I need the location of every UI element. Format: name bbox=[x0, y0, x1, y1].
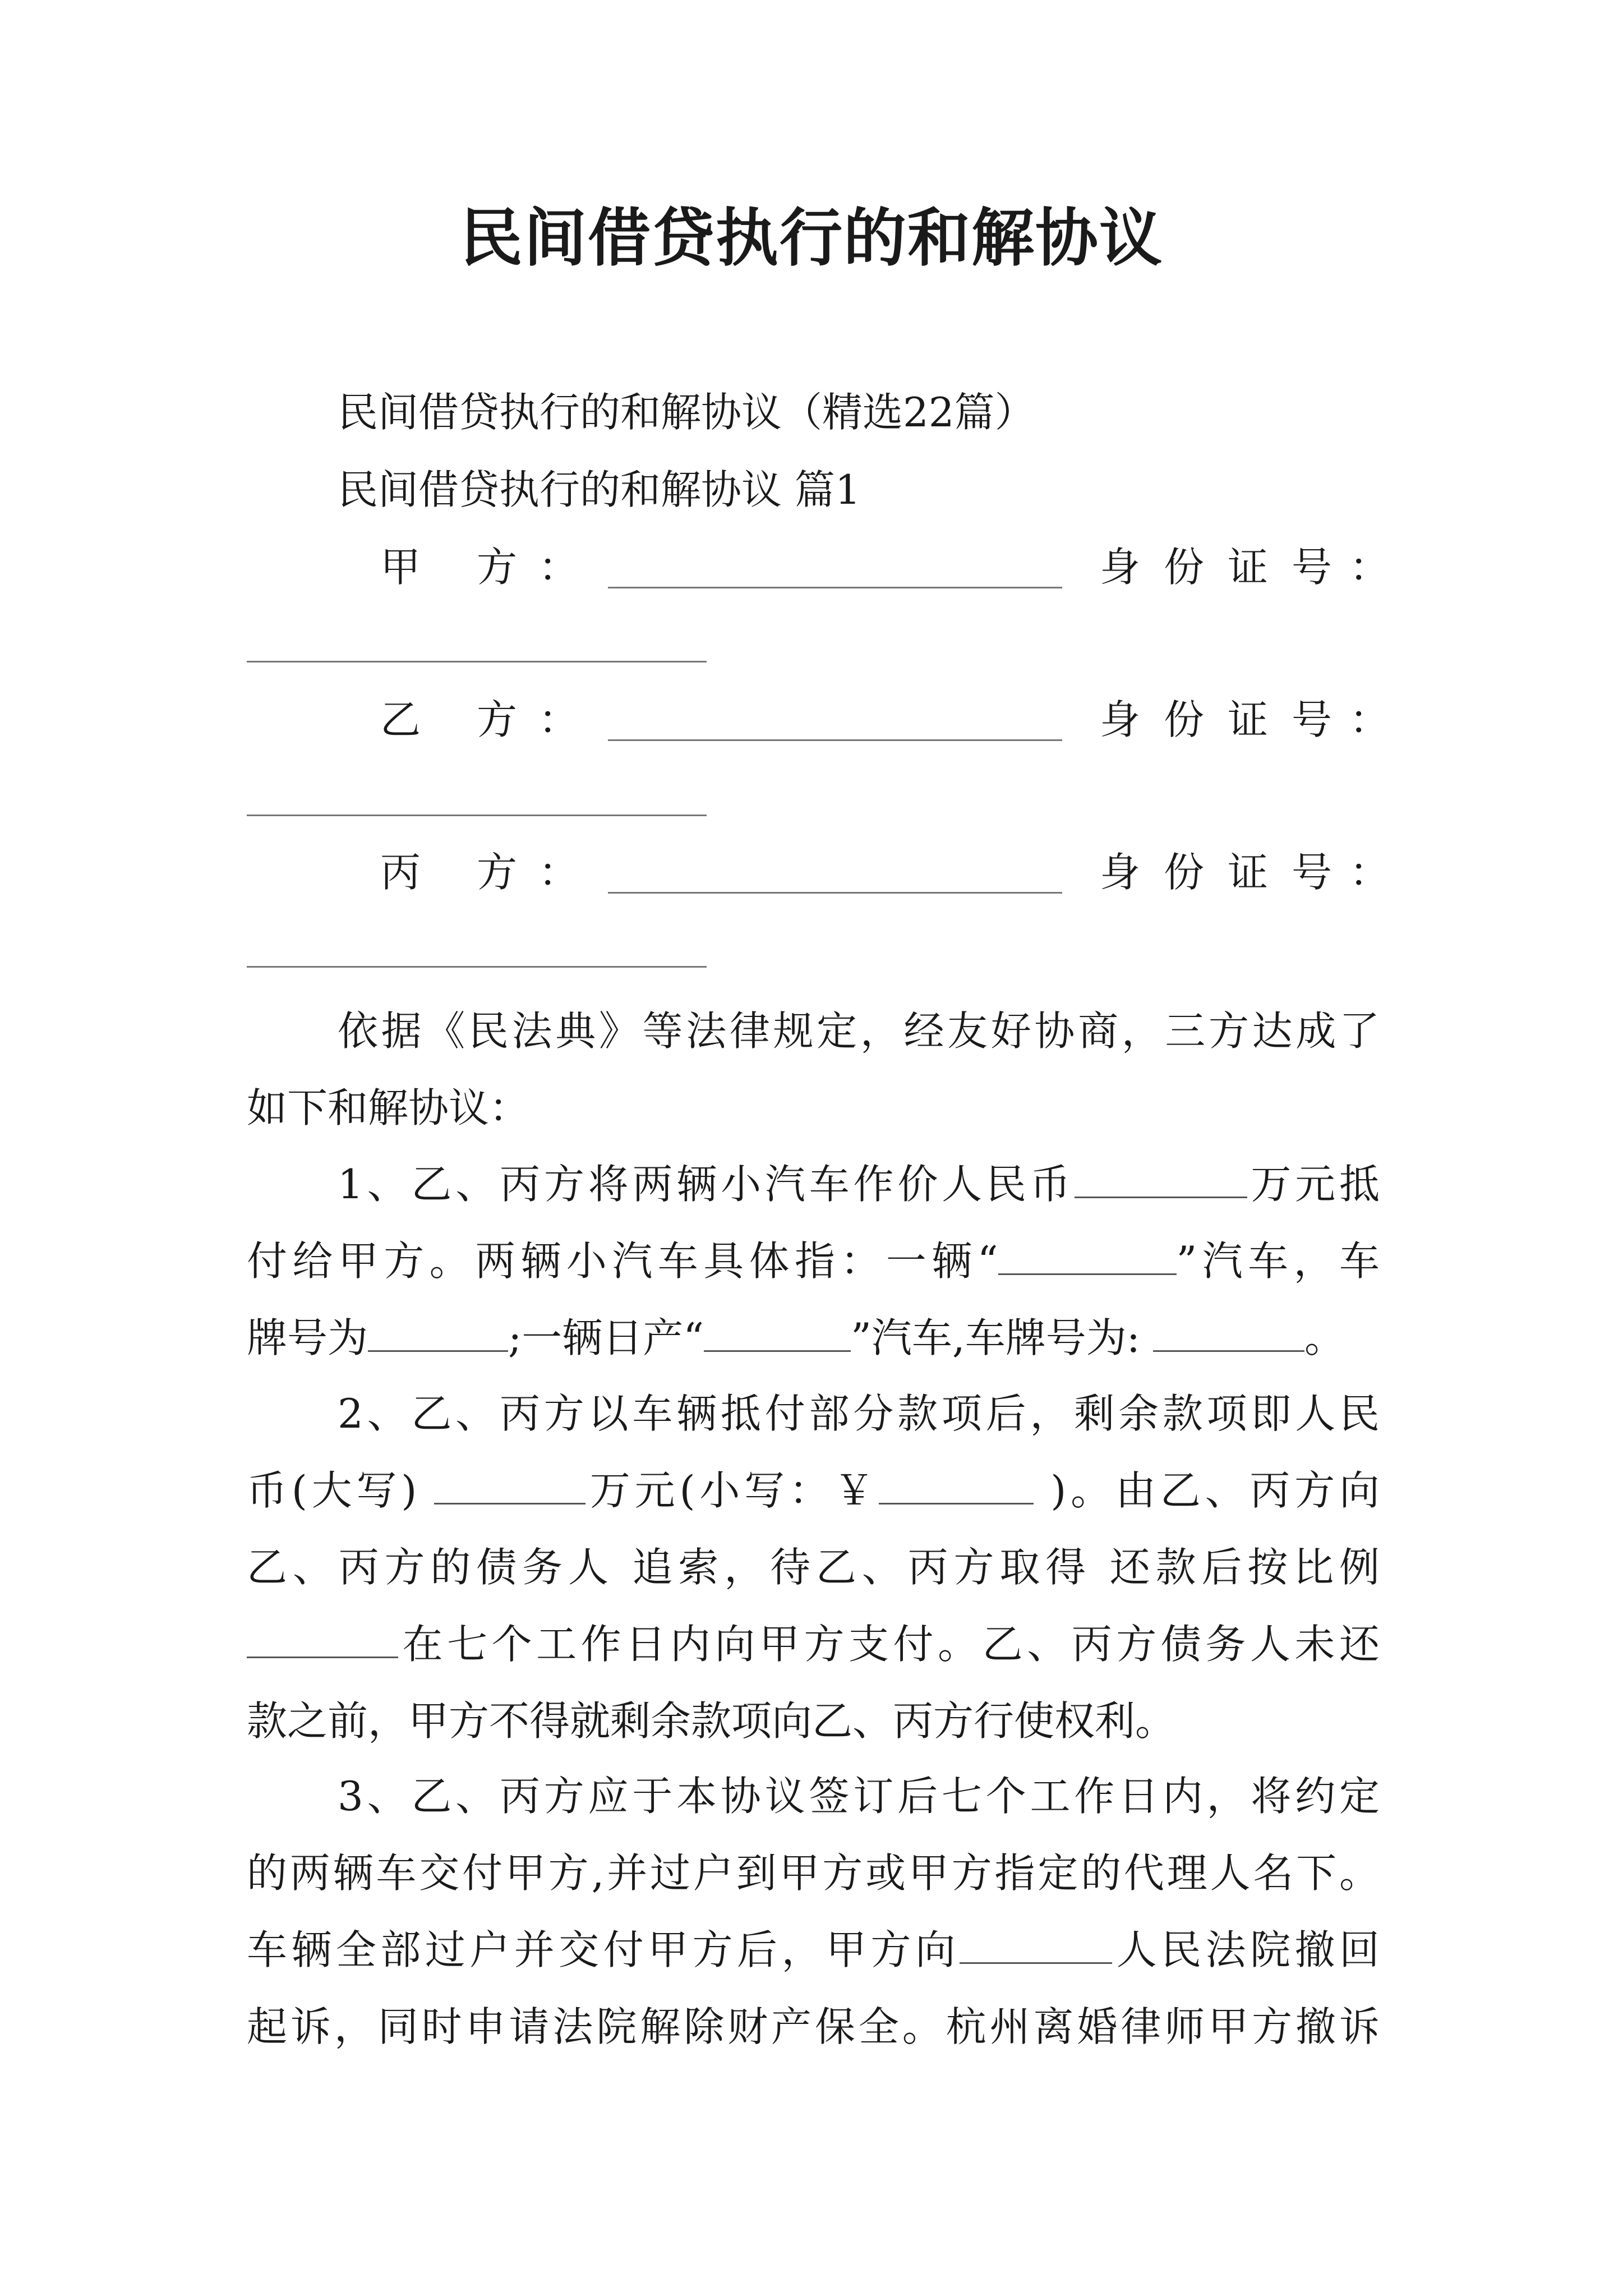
id-label-char: 号 bbox=[1291, 849, 1332, 896]
court-name-blank bbox=[960, 1923, 1112, 1964]
party-row-yi bbox=[247, 694, 1390, 745]
id-label-char: 号 bbox=[1291, 544, 1332, 591]
paragraph-line: 乙、丙方的债务人 追索，待乙、丙方取得 还款后按比例 bbox=[247, 1544, 1380, 1591]
party-row-jia bbox=[247, 542, 1390, 592]
id-label-char: 证 bbox=[1227, 696, 1268, 743]
id-label-char: 证 bbox=[1227, 849, 1268, 896]
id-label bbox=[1088, 694, 1390, 745]
clause-text: 。 bbox=[1304, 1314, 1345, 1361]
name-blank-line bbox=[608, 739, 1062, 741]
party-label bbox=[380, 542, 583, 592]
party-label-char: 方 bbox=[477, 696, 518, 743]
party-label bbox=[380, 694, 583, 745]
clause-text: 1、乙、丙方将两辆小汽车作价人民币 bbox=[338, 1161, 1075, 1208]
plate-number-blank bbox=[368, 1311, 508, 1352]
id-label-char: 身 bbox=[1099, 849, 1140, 896]
clause-text: )。由乙、丙方向 bbox=[1033, 1467, 1380, 1514]
id-label-char: 份 bbox=[1163, 696, 1204, 743]
paragraph-line: 的两辆车交付甲方,并过户到甲方或甲方指定的代理人名下。 bbox=[247, 1849, 1380, 1897]
party-label-char: 甲 bbox=[380, 544, 421, 591]
clause-text: 付给甲方。两辆小汽车具体指：一辆“ bbox=[247, 1237, 998, 1285]
id-label bbox=[1088, 542, 1390, 592]
clause-3 bbox=[247, 1758, 1380, 2065]
paragraph-line bbox=[247, 1146, 1380, 1223]
id-label-char: 份 bbox=[1163, 544, 1204, 591]
id-blank-line bbox=[247, 966, 707, 968]
id-colon: ： bbox=[1349, 544, 1390, 591]
clause-text: ”汽车，车 bbox=[1176, 1237, 1380, 1285]
party-row-bing bbox=[247, 847, 1390, 898]
id-colon: ： bbox=[1349, 849, 1390, 896]
party-label bbox=[380, 847, 583, 898]
intro-paragraph bbox=[247, 993, 1380, 1147]
id-label-char: 证 bbox=[1227, 544, 1268, 591]
clause-text: 车辆全部过户并交付甲方后，甲方向 bbox=[247, 1926, 960, 1973]
clause-text: ”汽车,车牌号为: bbox=[851, 1314, 1153, 1361]
document-title: 民间借贷执行的和解协议 bbox=[460, 201, 1163, 275]
car-model-blank bbox=[704, 1311, 851, 1352]
document-subtitle: 民间借贷执行的和解协议（精选22篇） bbox=[338, 389, 1035, 436]
clause-text: ;一辆日产“ bbox=[508, 1314, 704, 1361]
name-blank-line bbox=[608, 587, 1062, 588]
paragraph-line bbox=[247, 1912, 1380, 1989]
clause-1 bbox=[247, 1146, 1380, 1377]
paragraph-line: 2、乙、丙方以车辆抵付部分款项后，剩余款项即人民 bbox=[338, 1390, 1380, 1437]
paragraph-line bbox=[247, 1606, 1380, 1683]
amount-blank bbox=[1075, 1157, 1247, 1198]
paragraph-line: 款之前，甲方不得就剩余款项向乙、丙方行使权利。 bbox=[247, 1697, 1176, 1745]
clause-text: 币(大写) bbox=[247, 1467, 435, 1514]
amount-words-blank bbox=[434, 1464, 585, 1504]
id-label-char: 号 bbox=[1291, 696, 1332, 743]
section-heading: 民间借贷执行的和解协议 篇1 bbox=[338, 466, 861, 513]
clause-text: 在七个工作日内向甲方支付。乙、丙方债务人未还 bbox=[398, 1621, 1380, 1668]
amount-figures-blank bbox=[879, 1464, 1034, 1504]
paragraph-line bbox=[247, 1300, 1380, 1377]
plate-number-blank bbox=[1153, 1311, 1304, 1352]
paragraph-line bbox=[247, 1223, 1380, 1300]
clause-text: 牌号为 bbox=[247, 1314, 368, 1361]
id-blank-line bbox=[247, 815, 707, 816]
name-blank-line bbox=[608, 892, 1062, 894]
party-colon: ： bbox=[538, 849, 579, 896]
id-label-char: 身 bbox=[1099, 696, 1140, 743]
paragraph-line: 3、乙、丙方应于本协议签订后七个工作日内，将约定 bbox=[338, 1773, 1380, 1820]
clause-2 bbox=[247, 1375, 1380, 1760]
party-colon: ： bbox=[538, 696, 579, 743]
car-model-blank bbox=[998, 1234, 1177, 1275]
id-label-char: 身 bbox=[1099, 544, 1140, 591]
party-colon: ： bbox=[538, 544, 579, 591]
party-label-char: 乙 bbox=[380, 696, 421, 743]
paragraph-line: 起诉，同时申请法院解除财产保全。杭州离婚律师甲方撤诉 bbox=[247, 2003, 1380, 2050]
party-label-char: 方 bbox=[477, 849, 518, 896]
id-label-char: 份 bbox=[1163, 849, 1204, 896]
paragraph-line: 如下和解协议： bbox=[247, 1084, 530, 1131]
id-label bbox=[1088, 847, 1390, 898]
paragraph-line: 依据《民法典》等法律规定，经友好协商，三方达成了 bbox=[338, 1007, 1380, 1055]
clause-text: 万元(小写：￥ bbox=[585, 1467, 879, 1514]
ratio-blank bbox=[247, 1617, 398, 1658]
party-label-char: 丙 bbox=[380, 849, 421, 896]
paragraph-line bbox=[247, 1452, 1380, 1529]
id-colon: ： bbox=[1349, 696, 1390, 743]
id-blank-line bbox=[247, 661, 707, 662]
clause-text: 人民法院撤回 bbox=[1112, 1926, 1380, 1973]
clause-text: 万元抵 bbox=[1247, 1161, 1380, 1208]
party-label-char: 方 bbox=[477, 544, 518, 591]
